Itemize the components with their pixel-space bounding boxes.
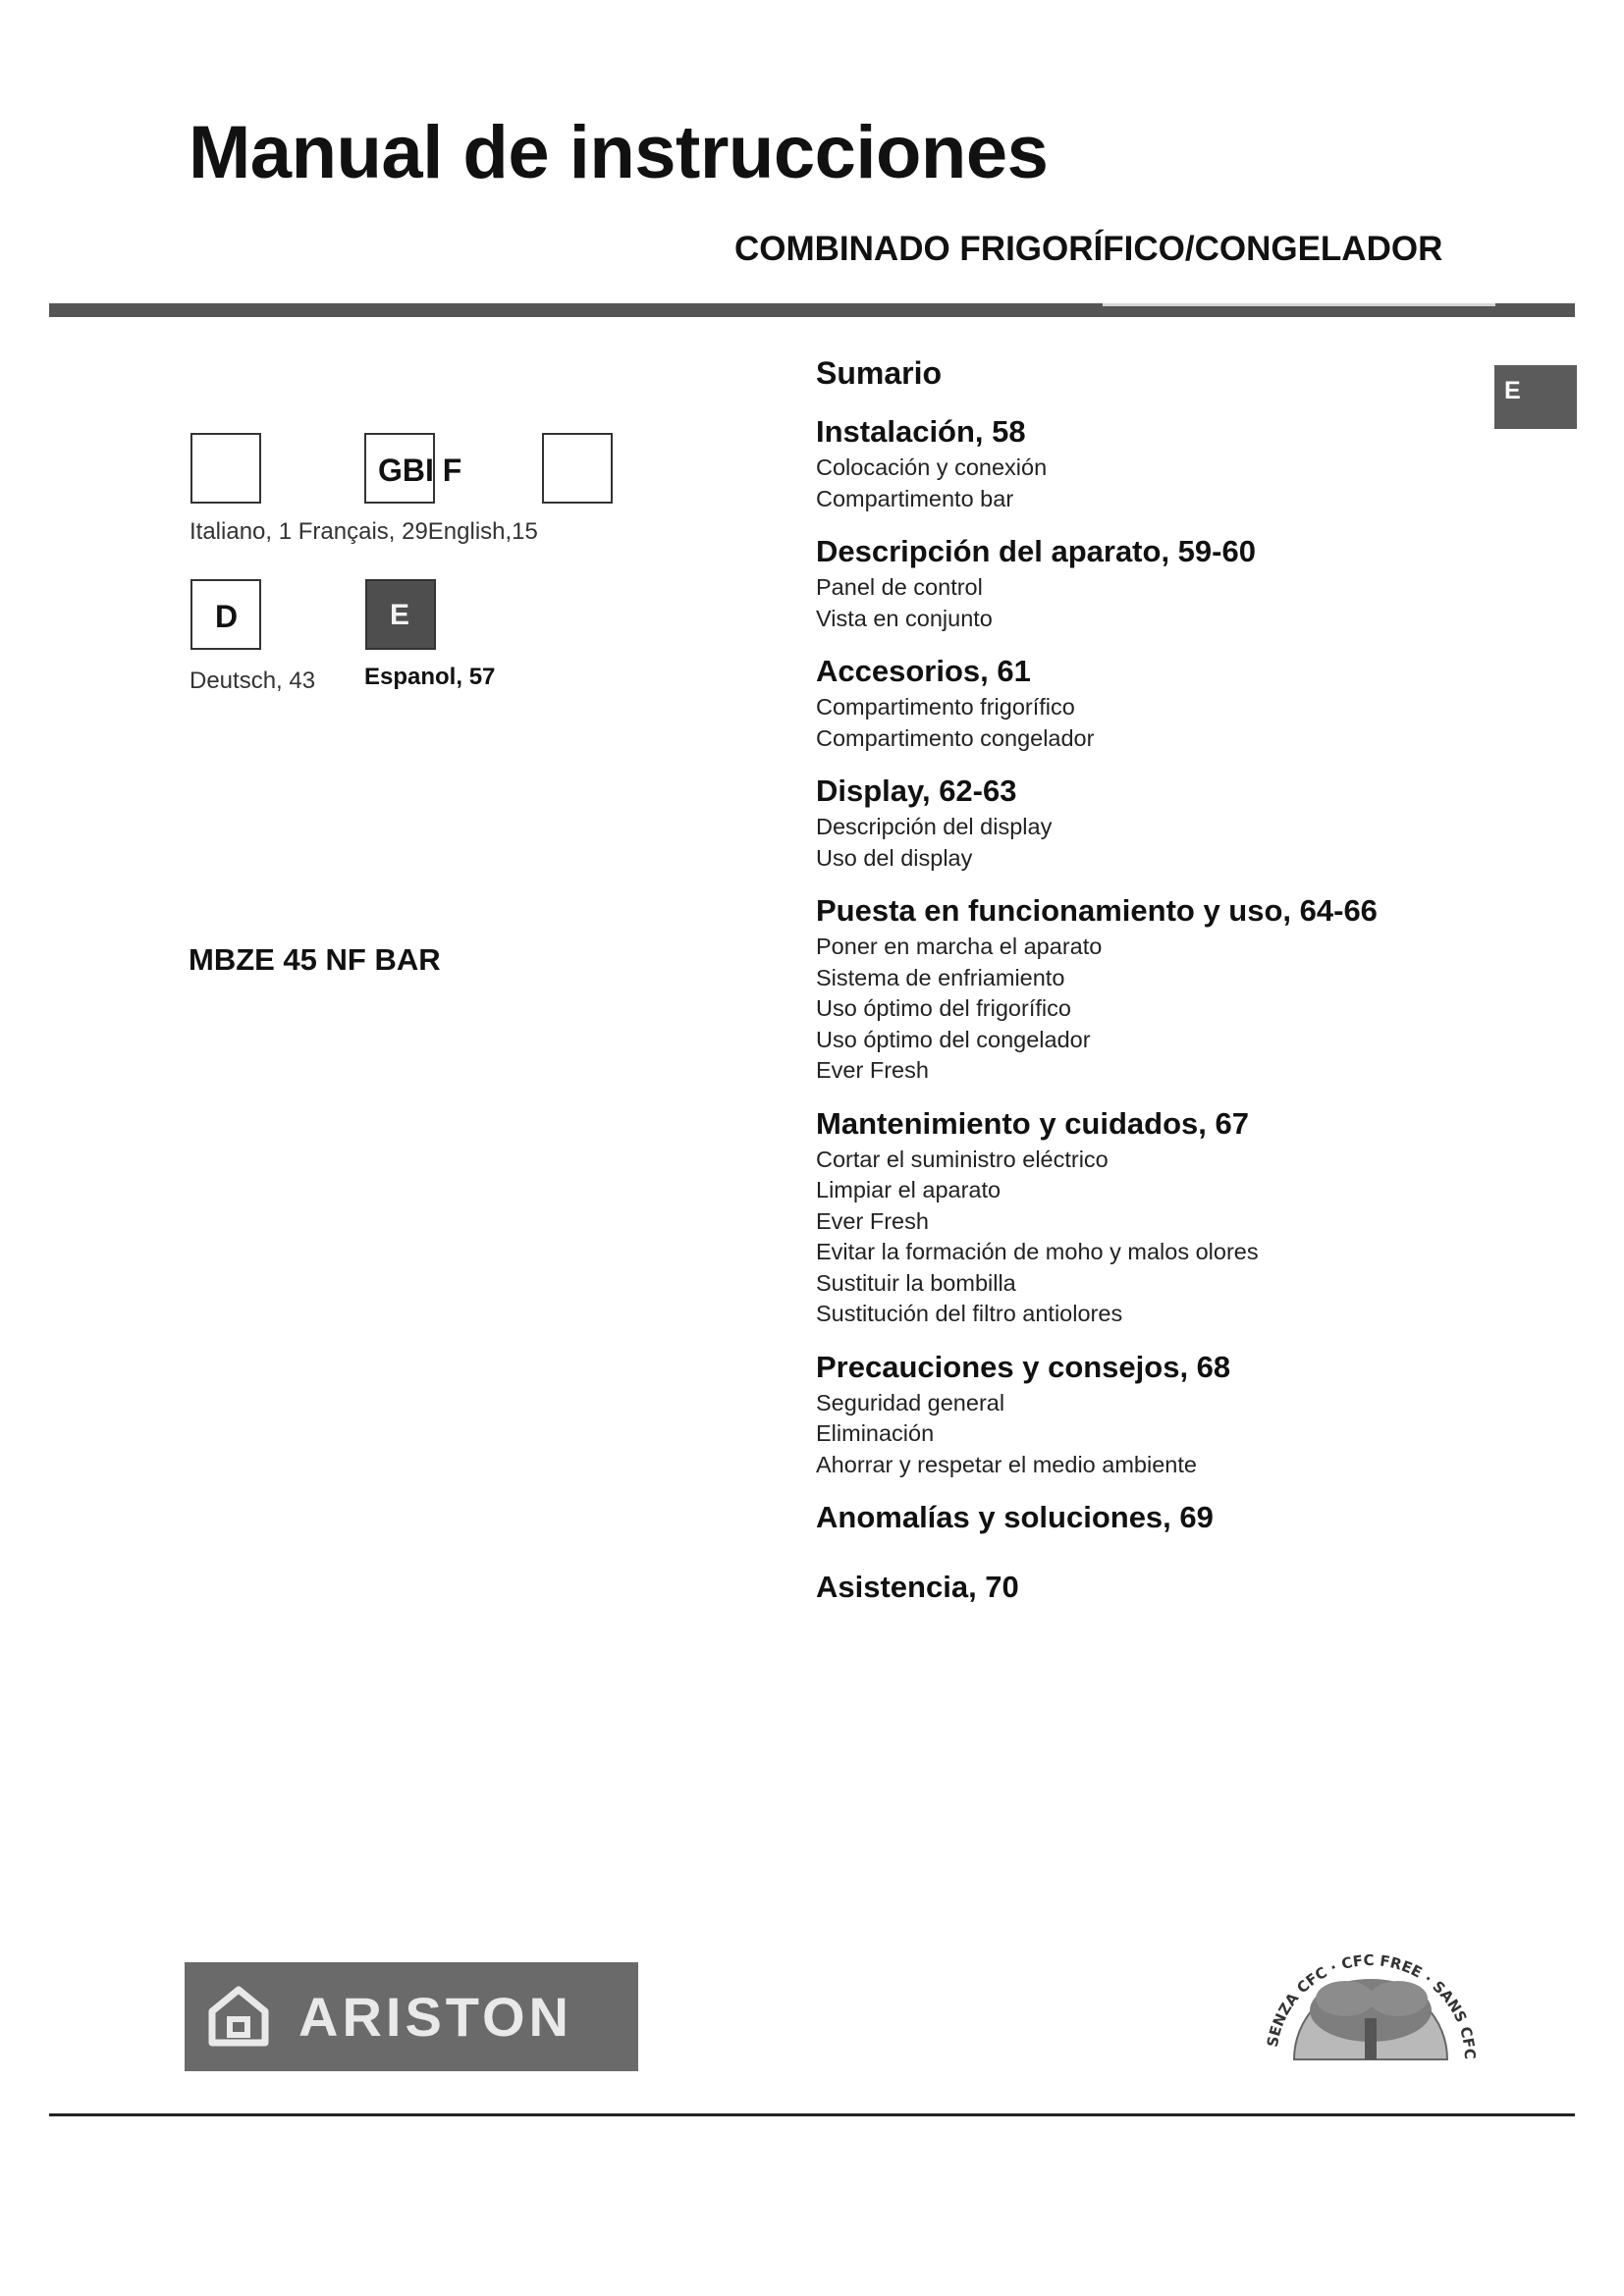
language-caption-row1: Italiano, 1 Français, 29English,15: [189, 518, 538, 545]
logo-text: ARISTON: [298, 1986, 572, 2048]
toc-item[interactable]: Uso óptimo del congelador: [816, 1026, 1091, 1052]
toc-section-title[interactable]: Puesta en funcionamiento y uso, 64-66: [816, 893, 1378, 928]
toc-item[interactable]: Colocación y conexión: [816, 454, 1048, 480]
cfc-free-seal: [1255, 1893, 1487, 2080]
footer-divider: [49, 2113, 1575, 2116]
toc-section: [816, 1572, 1503, 1602]
toc-sections: [816, 416, 1503, 1602]
toc-item[interactable]: Sistema de enfriamiento: [816, 964, 1065, 990]
toc-item[interactable]: Poner en marcha el aparato: [816, 934, 1103, 959]
language-caption-espanol: Espanol, 57: [364, 664, 496, 690]
language-box-empty[interactable]: [542, 433, 613, 504]
toc-item[interactable]: Ever Fresh: [816, 1207, 929, 1234]
toc-section: [816, 1349, 1503, 1481]
table-of-contents: [816, 357, 1503, 1624]
toc-section: [816, 1105, 1503, 1330]
language-box-label-gbi-f: GBI F: [378, 453, 462, 488]
language-tab-label: E: [1504, 377, 1521, 404]
toc-section: [816, 1502, 1503, 1532]
toc-section-title[interactable]: Accesorios, 61: [816, 654, 1031, 688]
toc-item[interactable]: Cortar el suministro eléctrico: [816, 1146, 1109, 1172]
toc-item[interactable]: Vista en conjunto: [816, 605, 993, 631]
toc-item[interactable]: Eliminación: [816, 1420, 935, 1446]
toc-item[interactable]: Panel de control: [816, 574, 983, 600]
toc-section: [816, 656, 1503, 754]
toc-section: [816, 895, 1503, 1087]
toc-item[interactable]: Ahorrar y respetar el medio ambiente: [816, 1451, 1197, 1477]
page-title: Manual de instrucciones: [189, 111, 1049, 194]
seal-text: SENZA CFC · CFC FREE · SANS CFC: [1263, 1950, 1480, 2060]
toc-item[interactable]: Compartimento frigorífico: [816, 694, 1075, 720]
toc-section: [816, 536, 1503, 634]
toc-section-title[interactable]: Instalación, 58: [816, 414, 1026, 449]
toc-item[interactable]: Ever Fresh: [816, 1057, 929, 1083]
toc-section-title[interactable]: Precauciones y consejos, 68: [816, 1349, 1231, 1384]
toc-item[interactable]: Sustitución del filtro antiolores: [816, 1301, 1123, 1326]
page-subtitle: COMBINADO FRIGORÍFICO/CONGELADOR: [734, 230, 1443, 268]
language-tab[interactable]: [1494, 365, 1577, 429]
toc-item[interactable]: Compartimento congelador: [816, 724, 1095, 751]
header-divider-highlight: [1103, 303, 1495, 306]
toc-item[interactable]: Evitar la formación de moho y malos olores: [816, 1239, 1259, 1264]
model-number: MBZE 45 NF BAR: [189, 942, 441, 977]
ariston-logo: [185, 1962, 638, 2071]
toc-heading: Sumario: [816, 355, 943, 391]
toc-item[interactable]: Uso del display: [816, 844, 973, 871]
language-box-label-d: D: [215, 599, 239, 634]
tree-icon: [1255, 1893, 1487, 2075]
toc-section: [816, 416, 1503, 514]
toc-item[interactable]: Limpiar el aparato: [816, 1177, 1001, 1202]
toc-section-title[interactable]: Asistencia, 70: [816, 1570, 1019, 1604]
toc-item[interactable]: Compartimento bar: [816, 485, 1014, 511]
house-icon: [206, 1984, 271, 2049]
toc-section-title[interactable]: Display, 62-63: [816, 774, 1017, 808]
toc-section: [816, 775, 1503, 874]
toc-item[interactable]: Uso óptimo del frigorífico: [816, 995, 1071, 1021]
toc-section-title[interactable]: Descripción del aparato, 59-60: [816, 534, 1256, 568]
toc-item[interactable]: Descripción del display: [816, 814, 1053, 839]
language-box-label-e: E: [390, 599, 410, 631]
toc-item[interactable]: Sustituir la bombilla: [816, 1269, 1016, 1296]
language-box-italiano[interactable]: [190, 433, 261, 504]
language-caption-deutsch: Deutsch, 43: [189, 667, 316, 694]
toc-item[interactable]: Seguridad general: [816, 1389, 1005, 1415]
toc-section-title[interactable]: Anomalías y soluciones, 69: [816, 1500, 1214, 1534]
toc-section-title[interactable]: Mantenimiento y cuidados, 67: [816, 1105, 1249, 1141]
